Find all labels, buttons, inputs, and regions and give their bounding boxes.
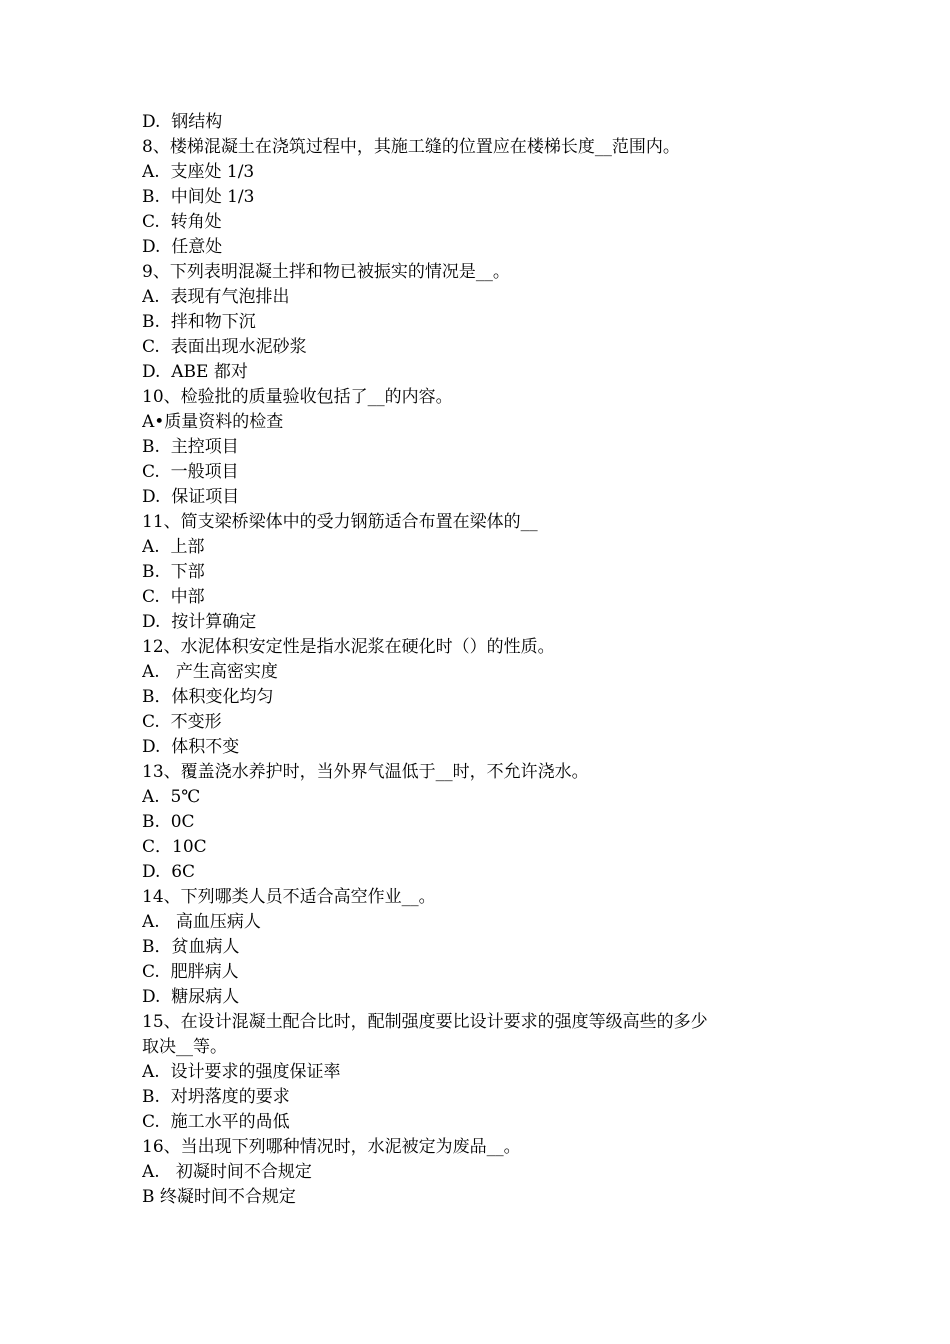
text-line: D. 钢结构 [142, 112, 223, 132]
option-line: C. 转角处 [142, 212, 222, 232]
question-11: 11、简支梁桥梁体中的受力钢筋适合布置在梁体的__ [142, 512, 538, 532]
option-line: C. 肥胖病人 [142, 962, 239, 982]
option-line: A. 初凝时间不合规定 [142, 1162, 312, 1182]
question-14: 14、下列哪类人员不适合高空作业__。 [142, 887, 436, 907]
option-line: D. 糖尿病人 [142, 987, 240, 1007]
question-12: 12、水泥体积安定性是指水泥浆在硬化时（）的性质。 [142, 637, 555, 657]
option-line: A. 支座处 1/3 [142, 162, 255, 182]
document-body [142, 110, 802, 1210]
option-line: C. 表面出现水泥砂浆 [142, 337, 307, 357]
question-10: 10、检验批的质量验收包括了__的内容。 [142, 387, 453, 407]
option-line: C. 一般项目 [142, 462, 239, 482]
option-line: A. 高血压病人 [142, 912, 261, 932]
option-line: A•质量资料的检查 [142, 412, 284, 432]
option-line: B. 中间处 1/3 [142, 187, 255, 207]
option-line: D. 体积不变 [142, 737, 240, 757]
option-line: B．体积变化均匀 [142, 687, 274, 707]
option-line: B．贫血病人 [142, 937, 240, 957]
option-line: B. 下部 [142, 562, 205, 582]
option-line: B. 主控项目 [142, 437, 239, 457]
question-15: 15、在设计混凝土配合比时，配制强度要比设计要求的强度等级高些的多少 [142, 1012, 708, 1032]
option-line: B 终凝时间不合规定 [142, 1187, 296, 1207]
question-13: 13、覆盖浇水养护时，当外界气温低于__时，不允许浇水。 [142, 762, 589, 782]
option-line: B. 对坍落度的要求 [142, 1087, 290, 1107]
option-line: C. 中部 [142, 587, 205, 607]
option-line: D. 按计算确定 [142, 612, 257, 632]
option-line: A. 表现有气泡排出 [142, 287, 290, 307]
option-line: D. ABE 都对 [142, 362, 248, 382]
question-16: 16、当出现下列哪种情况时，水泥被定为废品__。 [142, 1137, 521, 1157]
question-8: 8、楼梯混凝土在浇筑过程中，其施工缝的位置应在楼梯长度__范围内。 [142, 137, 680, 157]
option-line: D. 6C [142, 862, 196, 882]
question-15-continued: 取决__等。 [142, 1037, 227, 1057]
option-line: D. 保证项目 [142, 487, 240, 507]
option-line: C. 不变形 [142, 712, 222, 732]
question-9: 9、下列表明混凝土拌和物已被振实的情况是__。 [142, 262, 510, 282]
option-line: B. 拌和物下沉 [142, 312, 256, 332]
option-line: A. 产生高密实度 [142, 662, 278, 682]
option-line: D. 任意处 [142, 237, 223, 257]
option-line: A. 上部 [142, 537, 205, 557]
option-line: A. 设计要求的强度保证率 [142, 1062, 341, 1082]
option-line: A. 5℃ [142, 787, 201, 807]
option-line: C．10C [142, 837, 207, 857]
option-line: B. 0C [142, 812, 195, 832]
option-line: C. 施工水平的咼低 [142, 1112, 290, 1132]
